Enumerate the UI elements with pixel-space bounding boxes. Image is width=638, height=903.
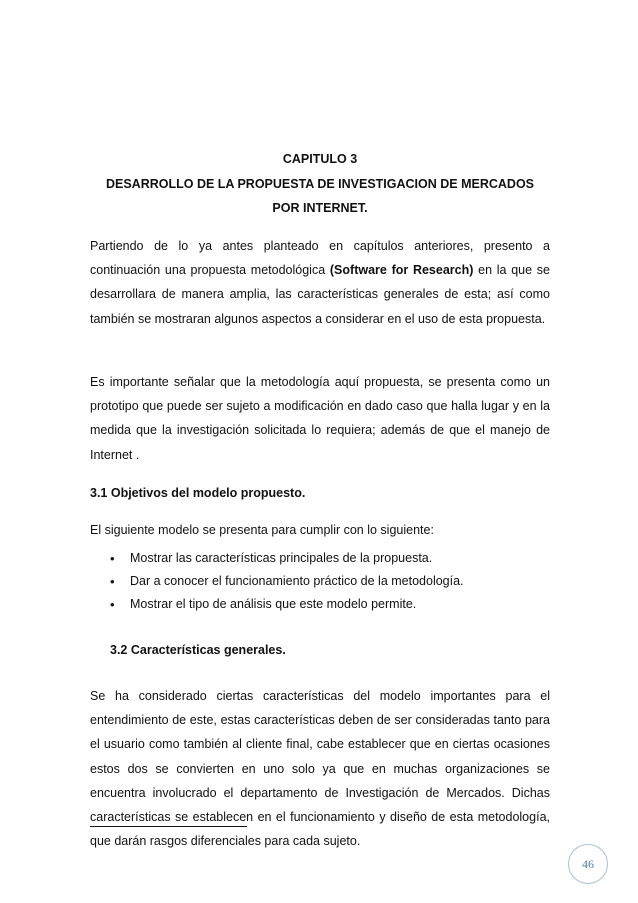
list-item: • Mostrar las características principales de la propuesta. — [110, 547, 464, 570]
intro-text-end: en la que se desarrollara de manera amplia, las características generales de esta; así como también se mostraran algunos aspectos a considerar en el uso de esta propuesta. — [90, 263, 550, 326]
section-32-heading: 3.2 Características generales. — [110, 643, 286, 657]
intro-bold-text: (Software for Research) — [329, 263, 474, 278]
chapter-label: CAPITULO 3 — [282, 152, 358, 166]
section-32-paragraph: Se ha considerado ciertas características del modelo importantes para el entendimiento de este, estas características deben de ser consideradas tanto para el usuario como también al cliente final, cabe establecer que en ciertas ocasiones estos dos se convierten en uno solo ya que en muchas organizaciones se encuentra involucrado el departamento de Investigación de Mercados. Dichas características se establecen en el funcionamiento y diseño de esta metodología, que darán rasgos diferenciales para cada sujeto. — [90, 689, 550, 849]
chapter-title-line1: DESARROLLO DE LA PROPUESTA DE INVESTIGACION DE MERCADOS — [105, 177, 535, 191]
divider — [90, 826, 247, 827]
intro-text-start: Partiendo de lo ya antes planteado en capítulos anteriores, presento a continuación una propuesta metodológica — [90, 239, 550, 278]
page-number: 46 — [582, 856, 594, 871]
list-item: • Dar a conocer el funcionamiento práctico de la metodología. — [110, 570, 464, 593]
section-31-heading: 3.1 Objetivos del modelo propuesto. — [90, 486, 306, 500]
intro-paragraph — [90, 234, 550, 331]
paragraph-2: Es importante señalar que la metodología aquí propuesta, se presenta como un prototipo que puede ser sujeto a modificación en dado caso que halla lugar y en la medida que la investigación solicitada lo requiera; además de que el manejo de Internet . — [90, 375, 550, 462]
objectives-list — [110, 547, 464, 616]
chapter-title-line2: POR INTERNET. — [272, 201, 368, 215]
page-number-badge — [568, 844, 608, 884]
section-31-lead: El siguiente modelo se presenta para cumplir con lo siguiente: — [90, 523, 434, 537]
list-item: • Mostrar el tipo de análisis que este modelo permite. — [110, 593, 464, 616]
